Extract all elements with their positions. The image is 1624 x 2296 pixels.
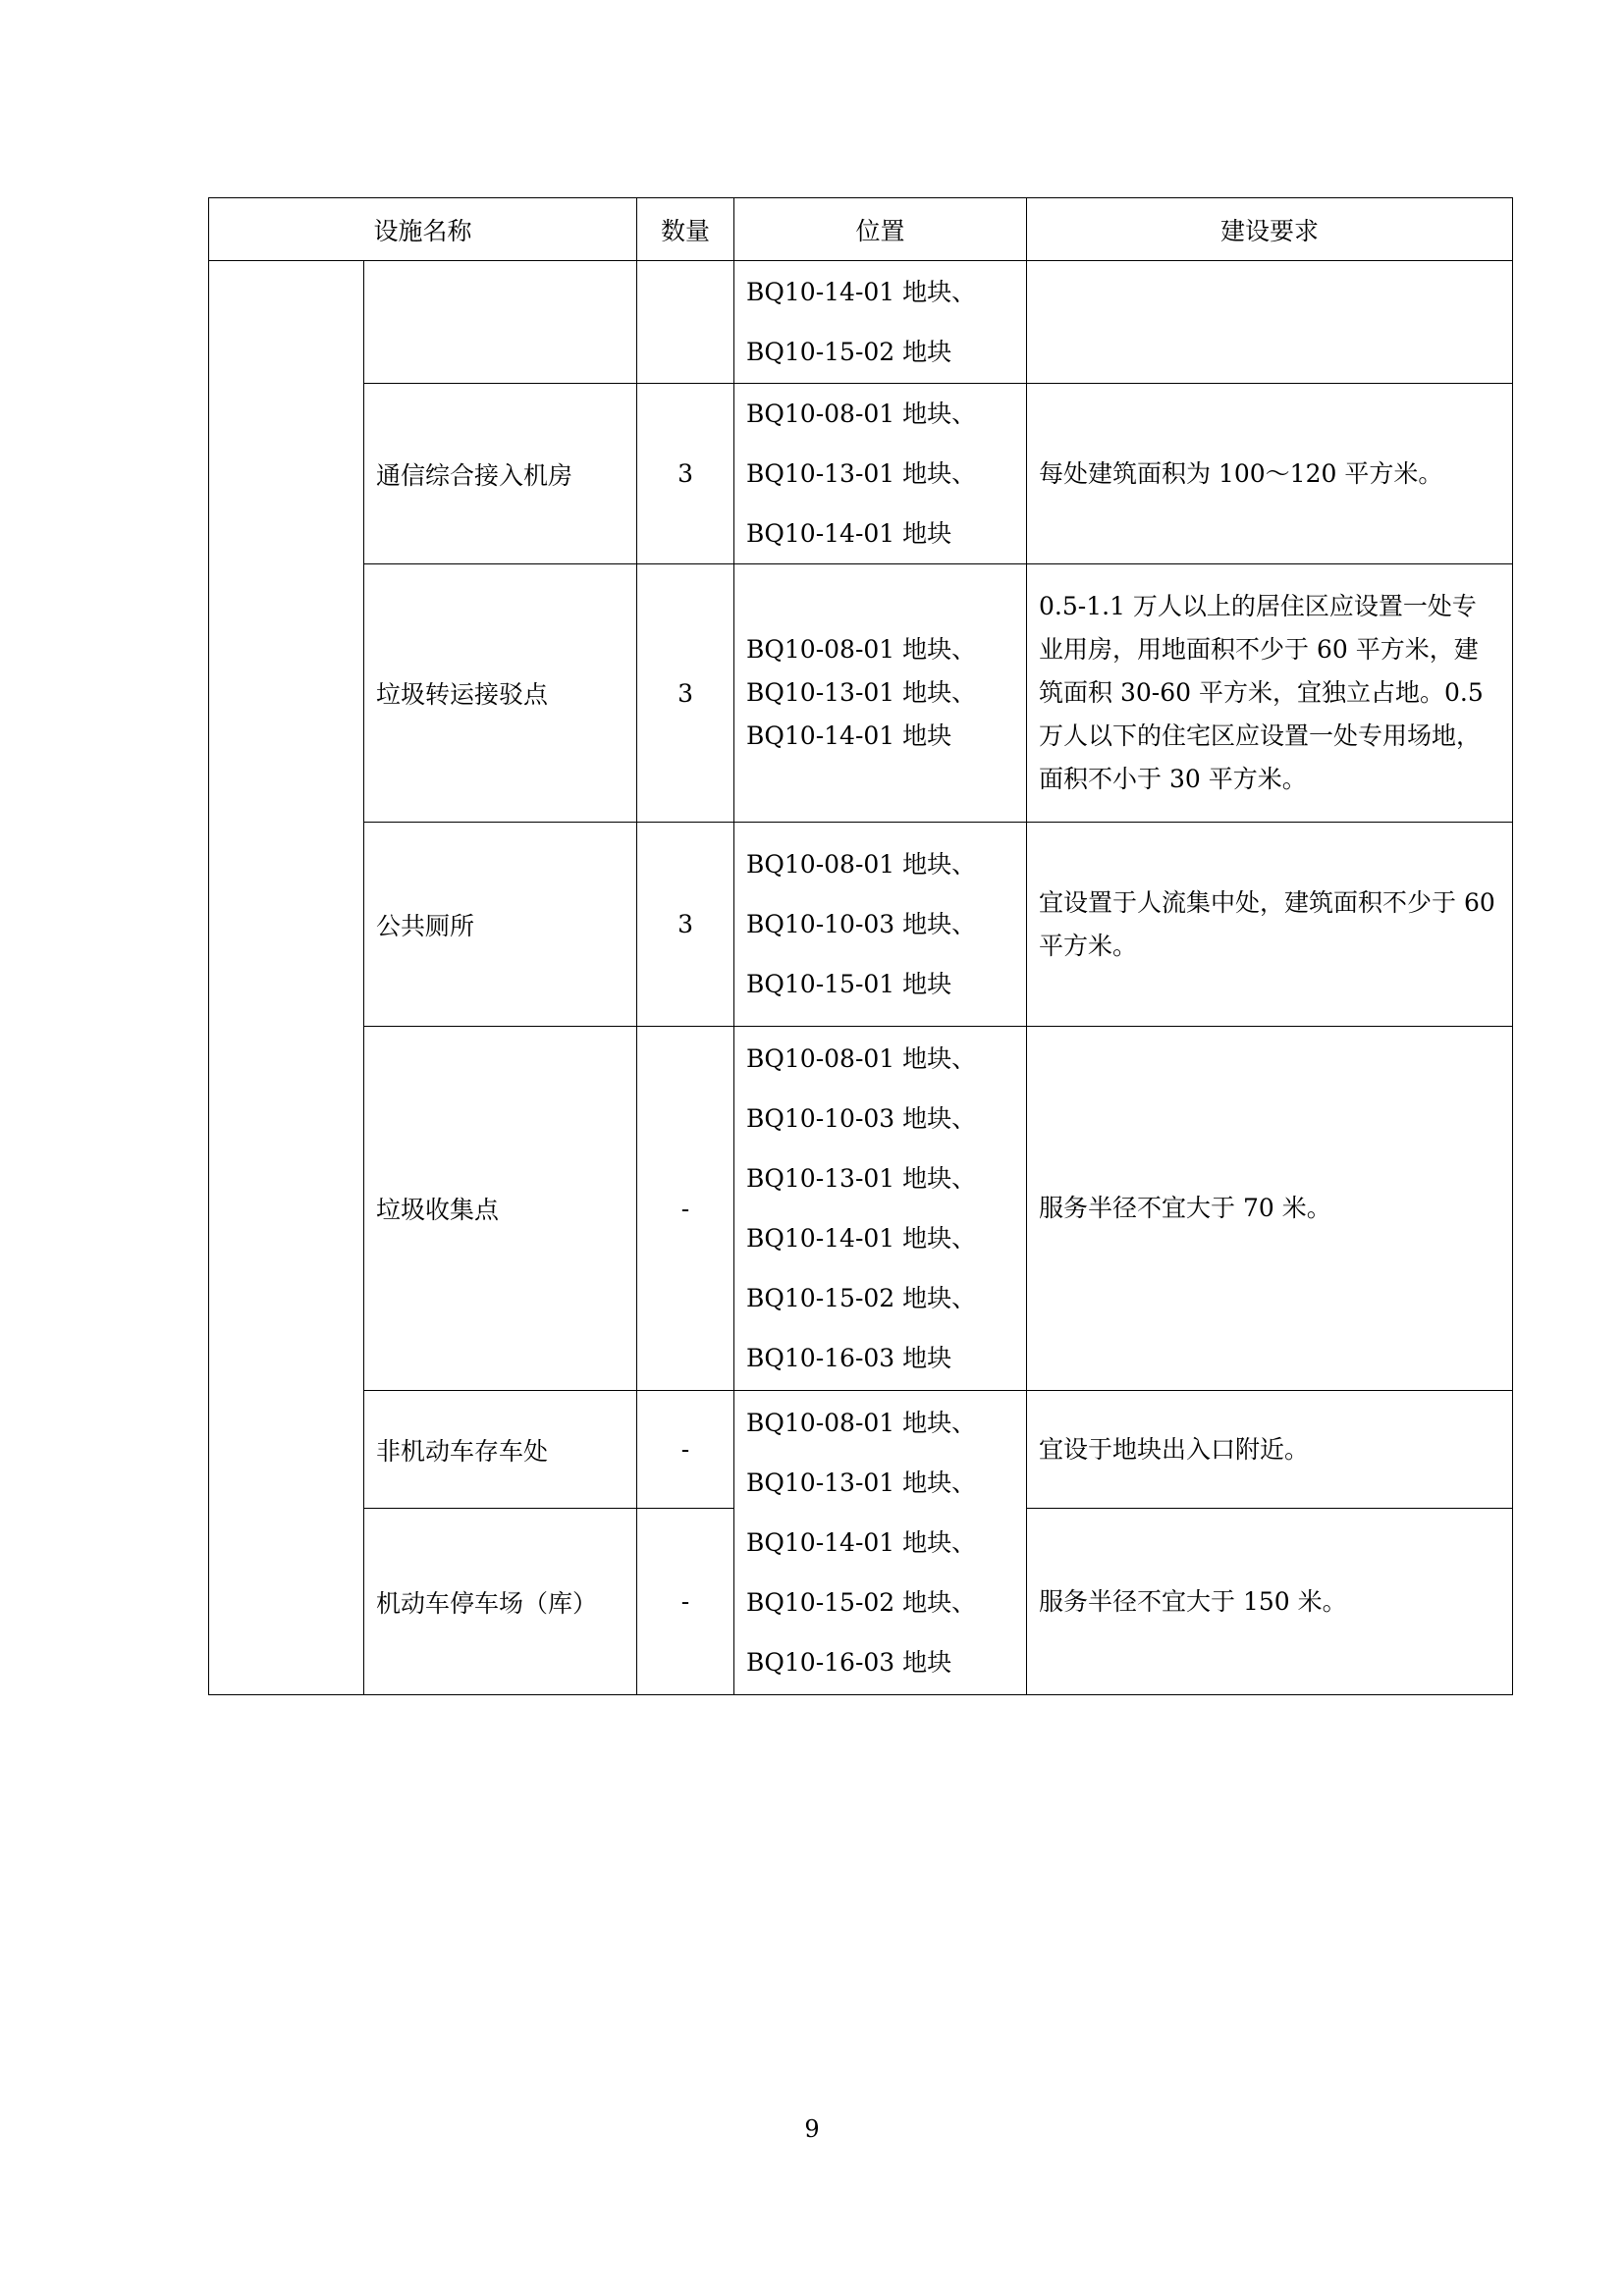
facility-location — [734, 1391, 1027, 1695]
location-line: BQ10-08-01 地块、 — [746, 850, 977, 879]
location-line: BQ10-16-03 地块 — [746, 1648, 952, 1677]
facility-qty: 3 — [637, 384, 734, 564]
table-row — [209, 823, 1513, 1027]
facility-location — [734, 564, 1027, 823]
facility-location — [734, 384, 1027, 564]
page-number: 9 — [804, 2115, 820, 2143]
facility-name: 垃圾转运接驳点 — [364, 564, 637, 823]
table-row — [209, 1027, 1513, 1391]
table-header — [209, 198, 1513, 261]
header-requirement: 建设要求 — [1027, 198, 1513, 261]
facility-location — [734, 823, 1027, 1027]
facility-requirement: 服务半径不宜大于 70 米。 — [1027, 1027, 1513, 1391]
facility-qty: - — [637, 1509, 734, 1695]
table-row — [209, 384, 1513, 564]
facility-requirement: 服务半径不宜大于 150 米。 — [1027, 1509, 1513, 1695]
location-line: BQ10-14-01 地块、 — [746, 1224, 977, 1253]
facility-requirement — [1027, 261, 1513, 384]
facility-name: 非机动车存车处 — [364, 1391, 637, 1509]
location-line: BQ10-08-01 地块、 — [746, 1044, 977, 1073]
location-line: BQ10-14-01 地块 — [746, 721, 952, 750]
header-name: 设施名称 — [209, 198, 637, 261]
facility-location — [734, 1027, 1027, 1391]
facility-qty: 3 — [637, 823, 734, 1027]
location-line: BQ10-16-03 地块 — [746, 1344, 952, 1372]
facility-name: 公共厕所 — [364, 823, 637, 1027]
location-line: BQ10-08-01 地块、 — [746, 400, 977, 428]
location-line: BQ10-10-03 地块、 — [746, 910, 977, 938]
facility-requirement: 宜设置于人流集中处，建筑面积不少于 60 平方米。 — [1027, 823, 1513, 1027]
header-qty: 数量 — [637, 198, 734, 261]
facility-name: 垃圾收集点 — [364, 1027, 637, 1391]
location-line: BQ10-13-01 地块、 — [746, 1164, 977, 1193]
location-line: BQ10-15-01 地块 — [746, 970, 952, 998]
facility-name — [364, 261, 637, 384]
location-line: BQ10-14-01 地块 — [746, 519, 952, 548]
facility-qty: - — [637, 1391, 734, 1509]
table-row — [209, 564, 1513, 823]
location-line: BQ10-14-01 地块、 — [746, 1528, 977, 1557]
location-line: BQ10-15-02 地块 — [746, 338, 952, 366]
facility-name: 通信综合接入机房 — [364, 384, 637, 564]
location-line: BQ10-14-01 地块、 — [746, 278, 977, 306]
facility-location — [734, 261, 1027, 384]
location-line: BQ10-13-01 地块、 — [746, 1468, 977, 1497]
header-location: 位置 — [734, 198, 1027, 261]
facility-name: 机动车停车场（库） — [364, 1509, 637, 1695]
location-line: BQ10-08-01 地块、 — [746, 1409, 977, 1437]
category-cell — [209, 261, 364, 1695]
table-row — [209, 1391, 1513, 1509]
facility-requirement: 宜设于地块出入口附近。 — [1027, 1391, 1513, 1509]
facility-requirement: 每处建筑面积为 100～120 平方米。 — [1027, 384, 1513, 564]
table-row — [209, 261, 1513, 384]
location-line: BQ10-13-01 地块、 — [746, 678, 977, 707]
facility-qty — [637, 261, 734, 384]
facilities-table — [208, 197, 1513, 1695]
location-line: BQ10-10-03 地块、 — [746, 1104, 977, 1133]
facility-qty: 3 — [637, 564, 734, 823]
facility-qty: - — [637, 1027, 734, 1391]
location-line: BQ10-08-01 地块、 — [746, 635, 977, 664]
location-line: BQ10-15-02 地块、 — [746, 1588, 977, 1617]
facility-requirement: 0.5-1.1 万人以上的居住区应设置一处专业用房，用地面积不少于 60 平方米，建筑面积 30-60 平方米，宜独立占地。0.5 万人以下的住宅区应设置一处专用场地，面积不小于 30 平方米。 — [1027, 564, 1513, 823]
location-line: BQ10-15-02 地块、 — [746, 1284, 977, 1312]
location-line: BQ10-13-01 地块、 — [746, 459, 977, 488]
